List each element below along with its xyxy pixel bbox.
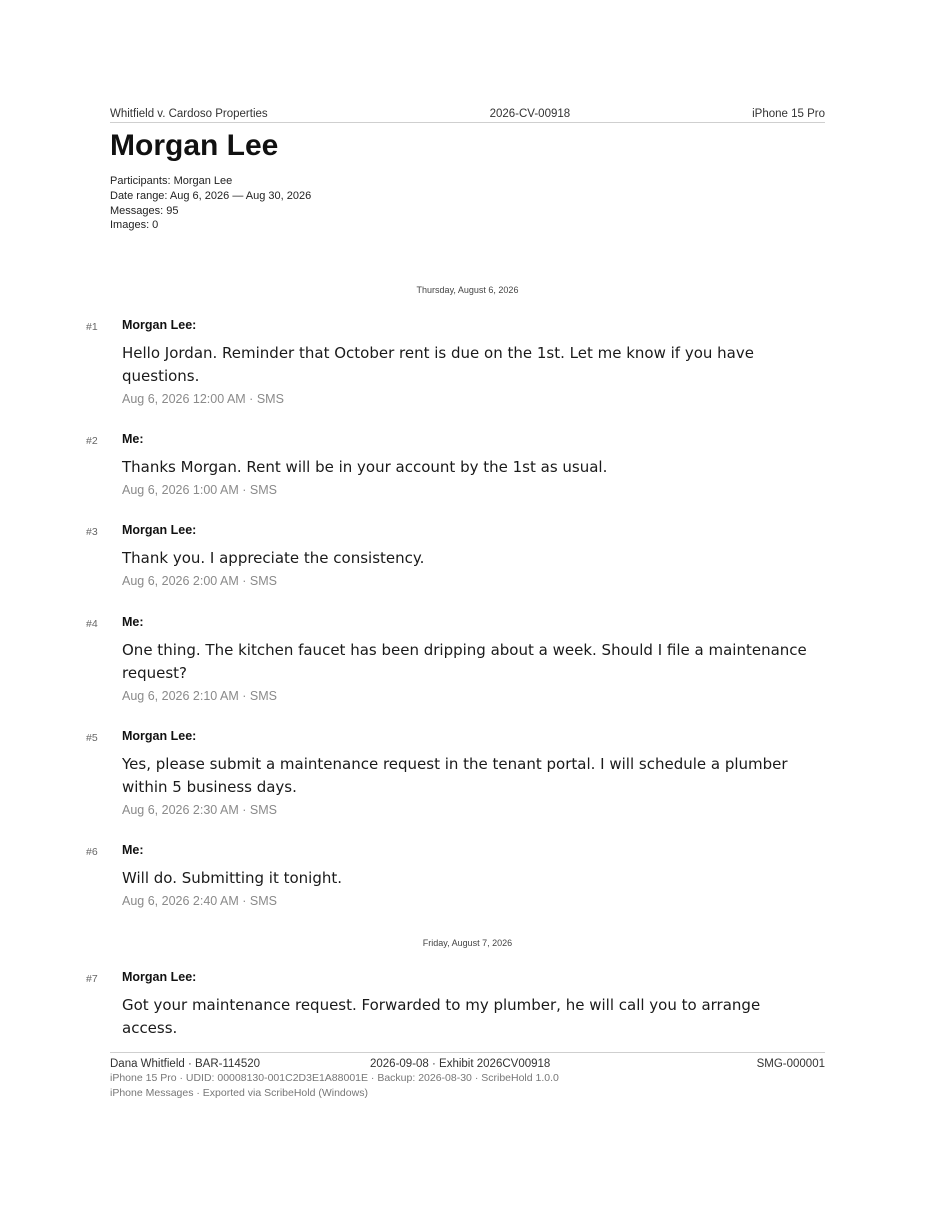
date-separator: Friday, August 7, 2026 [422, 938, 513, 948]
case-name: Whitfield v. Cardoso Properties [110, 108, 268, 120]
message-text: Got your maintenance request. Forwarded to my plumber, he will call you to arrange access. [122, 996, 761, 1037]
message-sender: Me: [122, 615, 144, 629]
message-sender: Morgan Lee: [122, 523, 197, 537]
participants: Participants: Morgan Lee [110, 175, 233, 187]
footer-exhibit: 2026-09-08 · Exhibit 2026CV00918 [370, 1058, 551, 1070]
footer-attorney: Dana Whitfield · BAR-114520 [110, 1058, 260, 1070]
message-number: #7 [86, 973, 98, 985]
footer-bates-number: SMG-000001 [756, 1058, 825, 1070]
message-timestamp: Aug 6, 2026 2:10 AM · SMS [122, 689, 277, 703]
message-sender: Morgan Lee: [122, 970, 197, 984]
date-range: Date range: Aug 6, 2026 — Aug 30, 2026 [110, 189, 312, 202]
message-timestamp: Aug 6, 2026 12:00 AM · SMS [122, 392, 284, 406]
message-text: Will do. Submitting it tonight. [122, 869, 343, 887]
image-count: Images: 0 [110, 219, 159, 232]
message-timestamp: Aug 6, 2026 2:00 AM · SMS [122, 574, 277, 588]
message-text: Yes, please submit a maintenance request in the tenant portal. I will schedule a plumber within 5 business days. [122, 755, 788, 796]
page-header [110, 108, 825, 123]
message-text: Thank you. I appreciate the consistency. [122, 549, 425, 567]
message-timestamp: Aug 6, 2026 2:30 AM · SMS [122, 803, 277, 817]
case-number: 2026-CV-00918 [489, 108, 571, 120]
message-sender: Me: [122, 432, 144, 446]
conversation-title: Morgan Lee [110, 129, 279, 162]
message-number: #4 [86, 618, 98, 630]
device-name: iPhone 15 Pro [752, 108, 825, 120]
message-text: One thing. The kitchen faucet has been dripping about a week. Should I file a maintenance request? [122, 641, 807, 682]
message-timestamp: Aug 6, 2026 2:40 AM · SMS [122, 894, 277, 908]
message-count: Messages: 95 [110, 204, 179, 217]
message-number: #2 [86, 435, 98, 447]
message-number: #5 [86, 732, 98, 744]
footer-device-info: iPhone 15 Pro · UDID: 00008130-001C2D3E1A88001E · Backup: 2026-08-30 · ScribeHold 1.0.0 [110, 1072, 559, 1084]
message-text: Thanks Morgan. Rent will be in your account by the 1st as usual. [122, 458, 608, 476]
message-sender: Me: [122, 843, 144, 857]
document-page [86, 108, 825, 1037]
message-timestamp: Aug 6, 2026 1:00 AM · SMS [122, 483, 277, 497]
message-sender: Morgan Lee: [122, 318, 197, 332]
message-number: #6 [86, 846, 98, 858]
message-sender: Morgan Lee: [122, 729, 197, 743]
message-number: #1 [86, 321, 98, 333]
conversation-meta [110, 174, 825, 233]
date-separator: Thursday, August 6, 2026 [416, 285, 519, 295]
footer-main-row [110, 1058, 825, 1070]
footer-export-info: iPhone Messages · Exported via ScribeHold (Windows) [110, 1086, 368, 1099]
message-number: #3 [86, 526, 98, 538]
message-text: Hello Jordan. Reminder that October rent is due on the 1st. Let me know if you have questions. [122, 344, 754, 385]
page-footer [110, 1052, 825, 1100]
